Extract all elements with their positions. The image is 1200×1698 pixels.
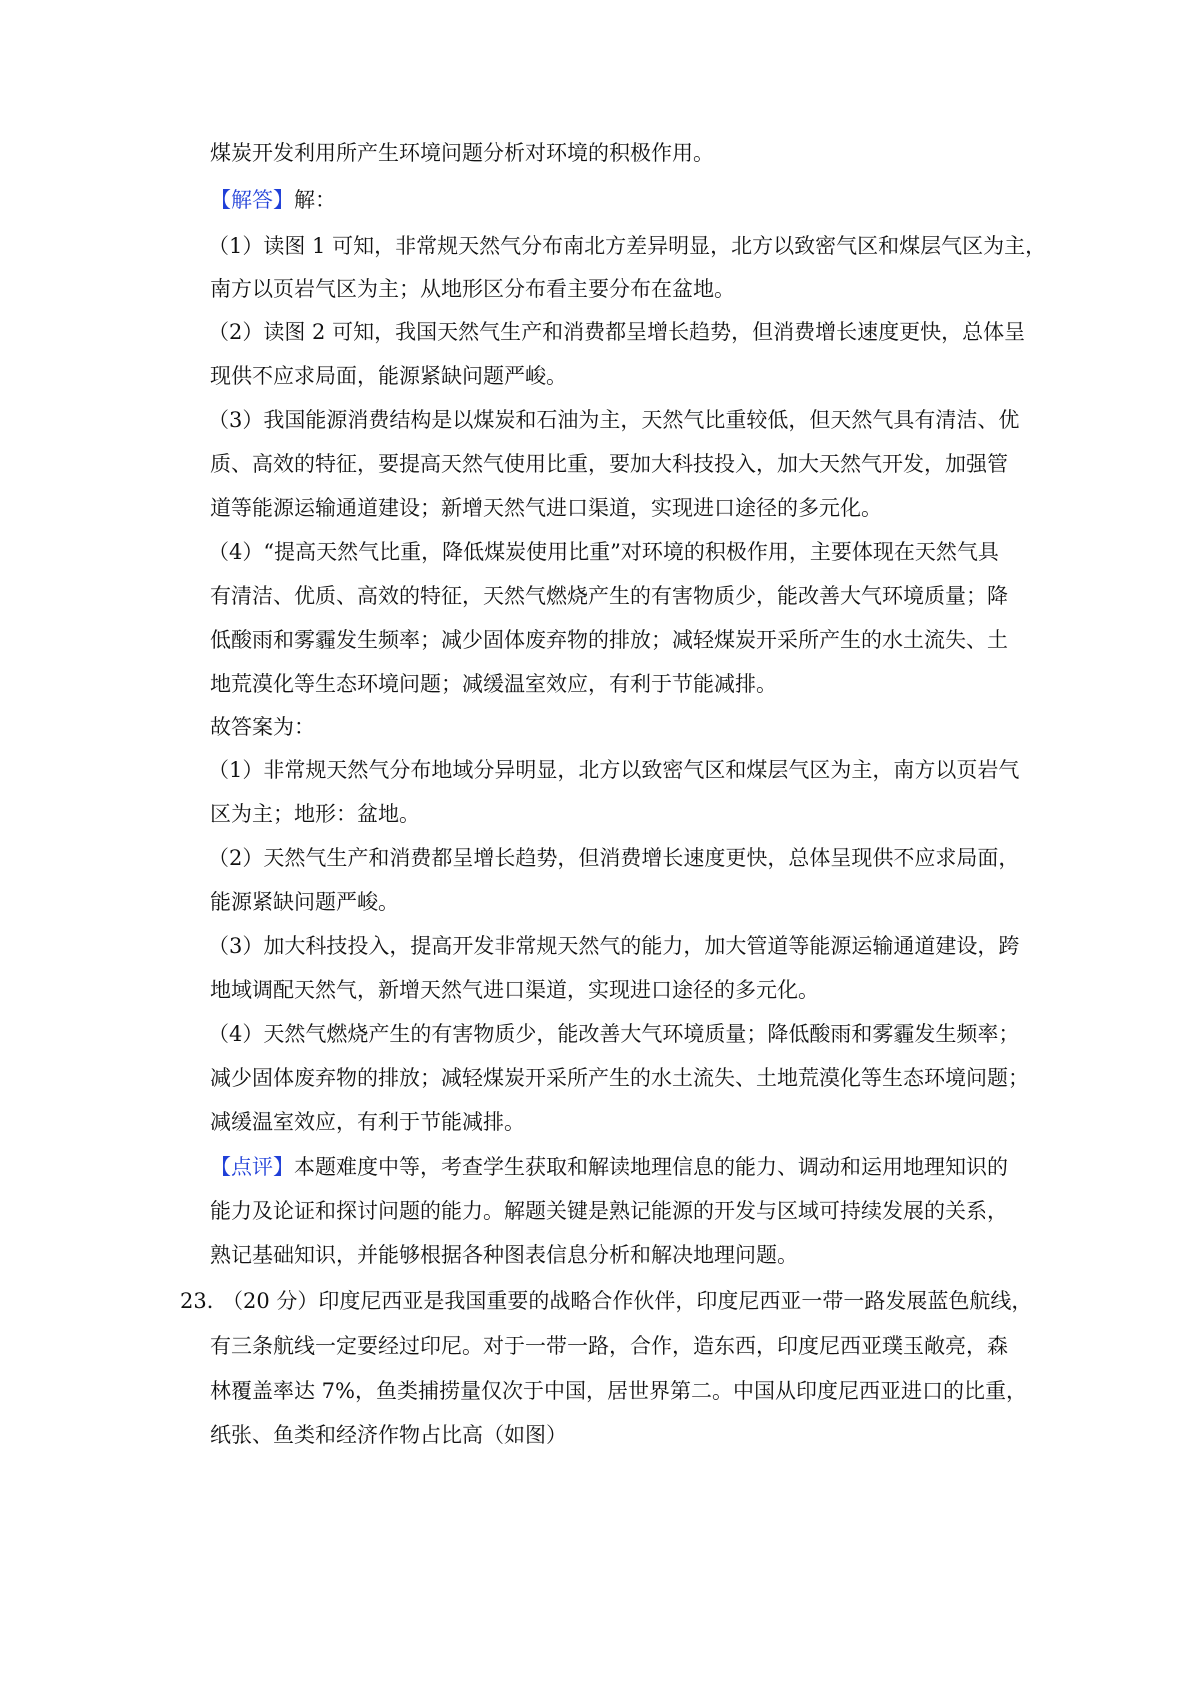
text-span: 解： — [294, 188, 336, 212]
text-line: （2）天然气生产和消费都呈增长趋势，但消费增长速度更快，总体呈现供不应求局面， — [208, 846, 1020, 870]
text-line: 减少固体废弃物的排放；减轻煤炭开采所产生的水土流失、土地荒漠化等生态环境问题； — [210, 1066, 1029, 1090]
text-line: 道等能源运输通道建设；新增天然气进口渠道，实现进口途径的多元化。 — [210, 496, 882, 520]
question-number: 23． — [180, 1289, 228, 1313]
text-line: （4）“提高天然气比重，降低煤炭使用比重”对环境的积极作用，主要体现在天然气具 — [208, 540, 999, 564]
answer-label: 【解答】 — [210, 188, 294, 212]
text-line: 林覆盖率达 7%，鱼类捕捞量仅次于中国，居世界第二。中国从印度尼西亚进口的比重， — [210, 1379, 1027, 1403]
text-line: 地荒漠化等生态环境问题；减缓温室效应，有利于节能减排。 — [210, 672, 777, 696]
text-line: 故答案为： — [210, 715, 315, 739]
text-span: 本题难度中等，考查学生获取和解读地理信息的能力、调动和运用地理知识的 — [294, 1155, 1008, 1179]
text-line: 能源紧缺问题严峻。 — [210, 890, 399, 914]
text-line: 熟记基础知识，并能够根据各种图表信息分析和解决地理问题。 — [210, 1243, 798, 1267]
text-line: （20 分）印度尼西亚是我国重要的战略合作伙伴，印度尼西亚一带一路发展蓝色航线， — [222, 1289, 1033, 1313]
text-line: 有三条航线一定要经过印尼。对于一带一路，合作，造东西，印度尼西亚璞玉敞亮，森 — [210, 1334, 1008, 1358]
text-line: （1）非常规天然气分布地域分异明显，北方以致密气区和煤层气区为主，南方以页岩气 — [208, 758, 1020, 782]
text-line: 区为主；地形：盆地。 — [210, 802, 420, 826]
text-line: 质、高效的特征，要提高天然气使用比重，要加大科技投入，加大天然气开发，加强管 — [210, 452, 1008, 476]
text-line: 地域调配天然气，新增天然气进口渠道，实现进口途径的多元化。 — [210, 978, 819, 1002]
text-line: （3）加大科技投入，提高开发非常规天然气的能力，加大管道等能源运输通道建设，跨 — [208, 934, 1020, 958]
text-line: （3）我国能源消费结构是以煤炭和石油为主，天然气比重较低，但天然气具有清洁、优 — [208, 408, 1020, 432]
text-line: 纸张、鱼类和经济作物占比高（如图） — [210, 1423, 567, 1447]
text-line: 能力及论证和探讨问题的能力。解题关键是熟记能源的开发与区域可持续发展的关系， — [210, 1199, 1008, 1223]
comment-line — [210, 1152, 1030, 1182]
text-line: 有清洁、优质、高效的特征，天然气燃烧产生的有害物质少，能改善大气环境质量；降 — [210, 584, 1008, 608]
text-line: 南方以页岩气区为主；从地形区分布看主要分布在盆地。 — [210, 277, 735, 301]
text-line: （1）读图 1 可知，非常规天然气分布南北方差异明显，北方以致密气区和煤层气区为主， — [208, 234, 1047, 258]
text-line: 减缓温室效应，有利于节能减排。 — [210, 1110, 525, 1134]
text-line: 低酸雨和雾霾发生频率；减少固体废弃物的排放；减轻煤炭开采所产生的水土流失、土 — [210, 628, 1008, 652]
text-line: 煤炭开发利用所产生环境问题分析对环境的积极作用。 — [210, 141, 714, 165]
text-line: 现供不应求局面，能源紧缺问题严峻。 — [210, 364, 567, 388]
text-line: （4）天然气燃烧产生的有害物质少，能改善大气环境质量；降低酸雨和雾霾发生频率； — [208, 1022, 1020, 1046]
text-line: （2）读图 2 可知，我国天然气生产和消费都呈增长趋势，但消费增长速度更快，总体呈 — [208, 320, 1026, 344]
comment-label: 【点评】 — [210, 1155, 294, 1179]
answer-line — [210, 185, 1030, 215]
